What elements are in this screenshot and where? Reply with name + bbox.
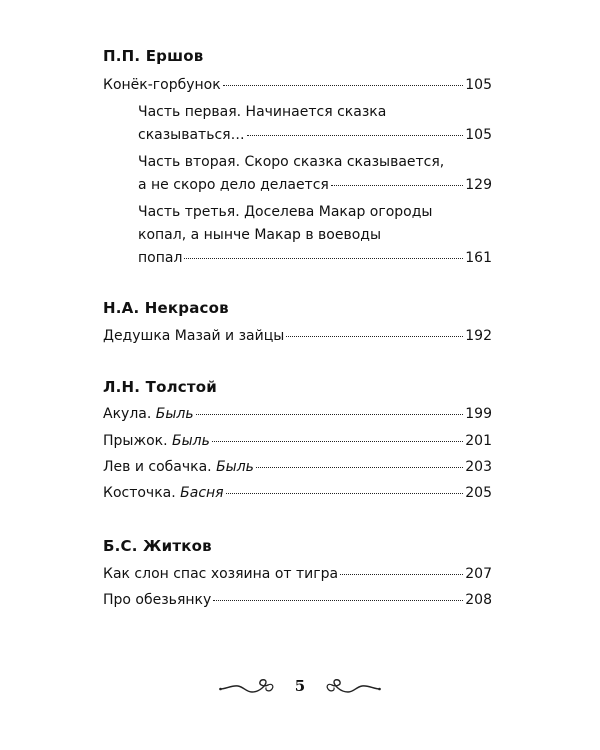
dot-leader bbox=[286, 335, 463, 337]
toc-entry-title: Конёк-горбунок bbox=[103, 77, 221, 93]
author-heading-tolstoy: Л.Н. Толстой bbox=[103, 378, 217, 396]
toc-entry-page: 105 bbox=[465, 77, 492, 93]
toc-entry-part-one[interactable] bbox=[138, 126, 492, 144]
toc-entry-lev-i-sobachka[interactable] bbox=[103, 458, 492, 476]
genre-label: Быль bbox=[172, 433, 210, 449]
toc-entry-akula[interactable] bbox=[103, 405, 492, 423]
flourish-left-icon bbox=[218, 677, 276, 697]
dot-leader bbox=[247, 134, 464, 136]
author-heading-ershov: П.П. Ершов bbox=[103, 47, 204, 65]
page-number: 5 bbox=[294, 677, 306, 695]
toc-entry-title bbox=[103, 458, 254, 476]
genre-label: Быль bbox=[216, 459, 254, 475]
page-footer bbox=[0, 675, 600, 699]
title-text: Акула. bbox=[103, 406, 152, 422]
dot-leader bbox=[196, 413, 464, 415]
toc-entry-title: Про обезьянку bbox=[103, 592, 212, 608]
toc-entry-page: 161 bbox=[465, 250, 492, 266]
author-heading-zhitkov: Б.С. Житков bbox=[103, 537, 212, 555]
toc-entry-line: Часть вторая. Скоро сказка сказывается, bbox=[138, 154, 445, 170]
toc-entry-page: 105 bbox=[465, 127, 492, 143]
toc-entry-page: 203 bbox=[465, 459, 492, 475]
toc-entry-title: сказываться… bbox=[138, 127, 245, 143]
toc-entry-title bbox=[103, 405, 194, 423]
toc-entry-line: Часть третья. Доселева Макар огороды bbox=[138, 204, 433, 220]
title-text: Косточка. bbox=[103, 485, 176, 501]
dot-leader bbox=[213, 599, 463, 601]
toc-entry-page: 208 bbox=[465, 592, 492, 608]
toc-entry-title: а не скоро дело делается bbox=[138, 177, 329, 193]
dot-leader bbox=[226, 492, 464, 494]
toc-entry-kak-slon[interactable] bbox=[103, 565, 492, 583]
toc-entry-konek-gorbunok[interactable] bbox=[103, 76, 492, 94]
toc-entry-page: 199 bbox=[465, 406, 492, 422]
dot-leader bbox=[184, 257, 463, 259]
dot-leader bbox=[223, 84, 464, 86]
genre-label: Басня bbox=[180, 485, 224, 501]
toc-entry-part-two[interactable] bbox=[138, 176, 492, 194]
toc-entry-title: Как слон спас хозяина от тигра bbox=[103, 566, 339, 582]
title-text: Прыжок. bbox=[103, 433, 168, 449]
author-heading-nekrasov: Н.А. Некрасов bbox=[103, 299, 229, 317]
toc-entry-line: Часть первая. Начинается сказка bbox=[138, 104, 387, 120]
toc-entry-page: 192 bbox=[465, 328, 492, 344]
toc-entry-title bbox=[103, 484, 224, 502]
toc-entry-page: 129 bbox=[465, 177, 492, 193]
toc-entry-title bbox=[103, 432, 210, 450]
toc-entry-line: копал, а нынче Макар в воеводы bbox=[138, 227, 382, 243]
genre-label: Быль bbox=[155, 406, 194, 422]
toc-entry-pro-obezyanku[interactable] bbox=[103, 591, 492, 609]
toc-entry-kostochka[interactable] bbox=[103, 484, 492, 502]
flourish-right-icon bbox=[324, 677, 382, 697]
dot-leader bbox=[212, 440, 463, 442]
toc-entry-page: 207 bbox=[465, 566, 492, 582]
toc-entry-pryzhok[interactable] bbox=[103, 432, 492, 450]
title-text: Лев и собачка. bbox=[103, 459, 212, 475]
toc-entry-dedushka-mazai[interactable] bbox=[103, 327, 492, 345]
toc-entry-page: 205 bbox=[465, 485, 492, 501]
toc-entry-title: попал bbox=[138, 250, 183, 266]
toc-entry-page: 201 bbox=[465, 433, 492, 449]
dot-leader bbox=[256, 466, 463, 468]
dot-leader bbox=[340, 573, 463, 575]
toc-entry-part-three[interactable] bbox=[138, 249, 492, 267]
dot-leader bbox=[331, 184, 463, 186]
toc-entry-title: Дедушка Мазай и зайцы bbox=[103, 328, 285, 344]
